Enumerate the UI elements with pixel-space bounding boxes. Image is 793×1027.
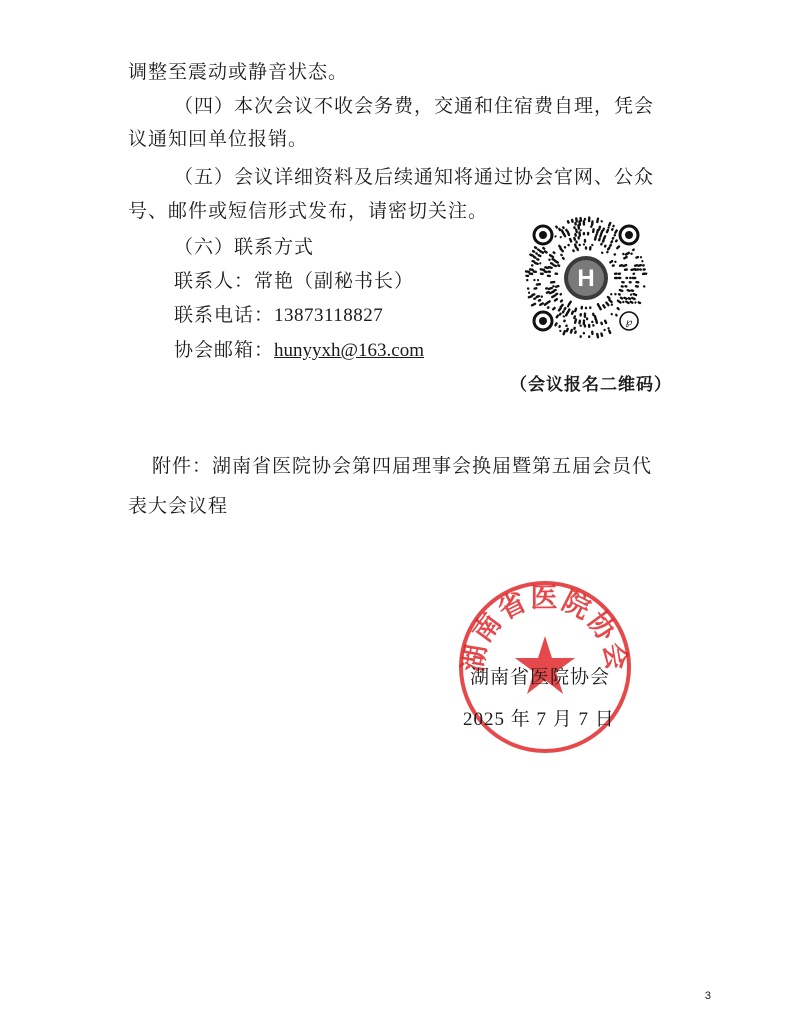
contact-person: [174, 269, 414, 293]
text-line: 调整至震动或静音状态。: [128, 61, 349, 83]
item-5-line-1: （五）会议详细资料及后续通知将通过协会官网、公众: [174, 166, 655, 188]
contact-email: [174, 338, 424, 363]
email-label: 协会邮箱：: [174, 339, 275, 361]
attachment-line-2: 表大会议程: [128, 495, 229, 517]
svg-text:℘: ℘: [625, 317, 633, 328]
phone-value: 13873118827: [274, 305, 384, 326]
registration-qr-code: [523, 215, 649, 341]
item-4-line-2: 议通知回单位报销。: [128, 128, 309, 150]
phone-label: 联系电话：: [174, 304, 275, 326]
qr-logo-letter: H: [577, 265, 595, 292]
page-number: 3: [704, 990, 711, 1002]
item-5-line-2: 号、邮件或短信形式发布，请密切关注。: [128, 200, 489, 222]
contact-value: 常艳（副秘书长）: [254, 270, 415, 292]
email-link[interactable]: hunyyxh@163.com: [274, 340, 424, 361]
contact-label: 联系人：: [174, 270, 255, 292]
contact-phone: [174, 303, 383, 328]
qr-code-image: [523, 215, 649, 341]
qr-caption: （会议报名二维码）: [510, 375, 672, 395]
item-6-title: （六）联系方式: [174, 236, 315, 258]
item-4-line-1: （四）本次会议不收会务费，交通和住宿费自理，凭会: [174, 95, 655, 117]
signature-date: 2025 年 7 月 7 日: [463, 709, 615, 730]
seal-text: 湖南省医院协会: [457, 582, 633, 675]
attachment-line-1: 附件：湖南省医院协会第四届理事会换届暨第五届会员代: [152, 455, 653, 477]
signature-org: 湖南省医院协会: [470, 666, 611, 688]
